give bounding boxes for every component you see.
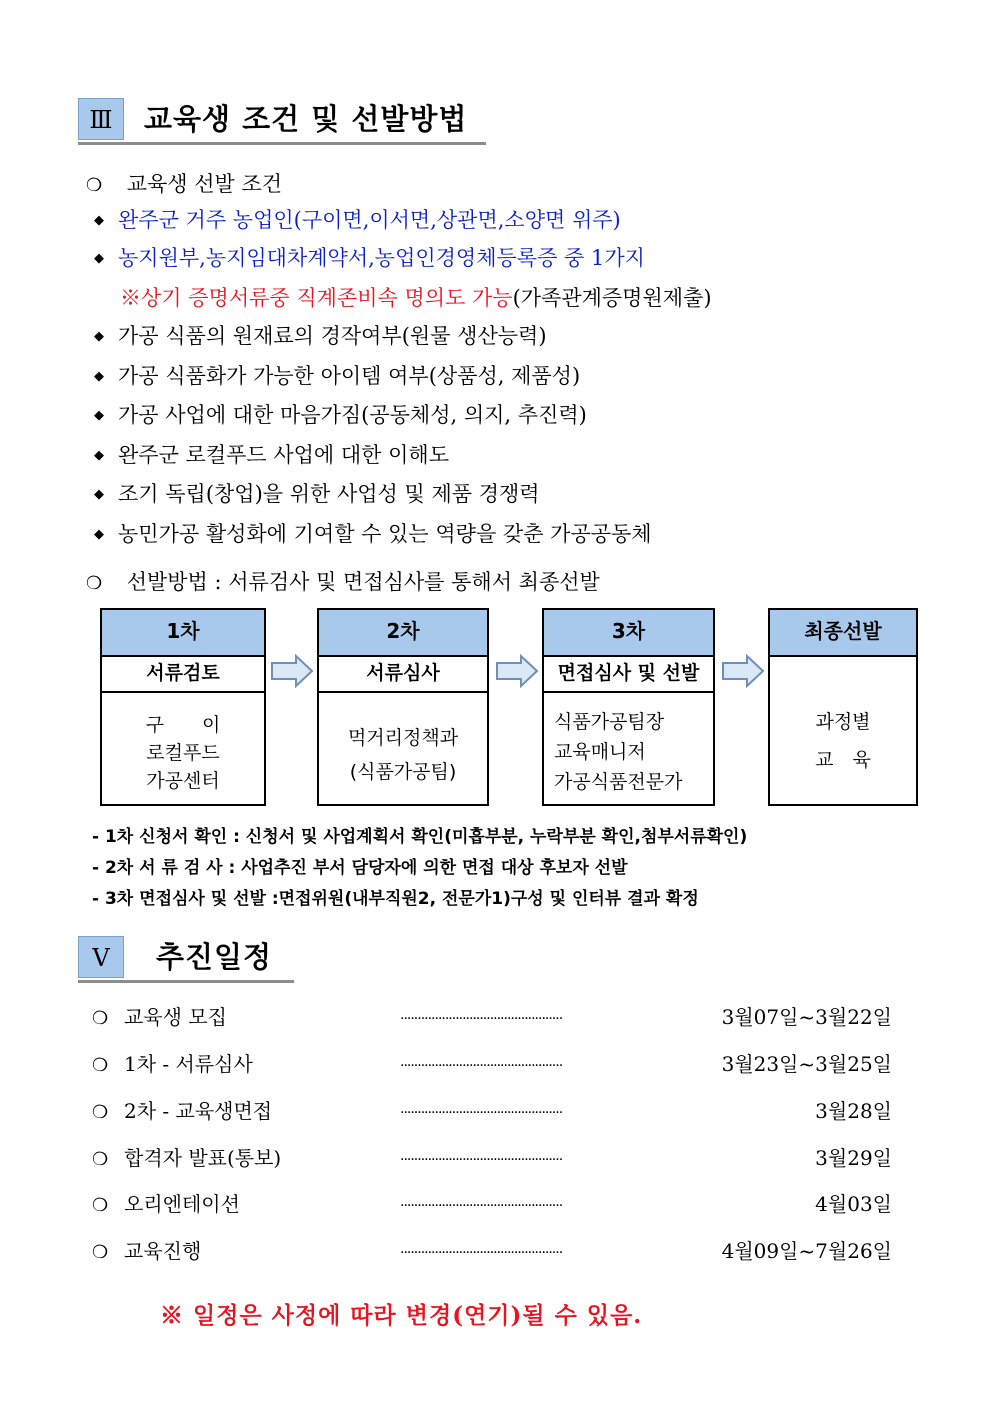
step-body-line: (식품가공팀): [349, 761, 457, 783]
leader-dots: ...............................................: [400, 1194, 563, 1210]
schedule-row: [92, 1048, 892, 1078]
step-box-3: [542, 608, 715, 806]
diamond-bullet-icon: ◆: [94, 213, 104, 228]
step-box-2: [317, 608, 489, 806]
circle-bullet-icon: ❍: [92, 1008, 109, 1029]
step-body-line: 가공식품전문가: [554, 771, 683, 793]
selection-note: - 2차 서 류 검 사 : 사업추진 부서 담당자에 의한 면접 대상 후보자 선발: [92, 858, 628, 878]
step-sub: 면접심사 및 선발: [544, 657, 713, 693]
schedule-label: 합격자 발표(통보): [124, 1146, 282, 1170]
conditions-heading-text: 교육생 선발 조건: [126, 172, 283, 196]
leader-dots: ...............................................: [400, 1054, 563, 1070]
step-body: [544, 693, 713, 797]
leader-dots: ...............................................: [400, 1101, 563, 1117]
step-head: 최종선발: [770, 610, 916, 657]
step-body-line: 식품가공팀장: [554, 711, 665, 733]
condition-item: [94, 320, 547, 350]
diamond-bullet-icon: ◆: [94, 329, 104, 344]
step-body: [319, 693, 487, 789]
step-head: 3차: [544, 610, 713, 657]
step-body-line: 구 이: [145, 714, 221, 736]
step-body-line: 과정별: [815, 711, 871, 733]
selection-note: - 3차 면접심사 및 선발 :면접위원(내부직원2, 전문가1)구성 및 인터뷰 결과 확정: [92, 889, 699, 909]
schedule-label: 1차 - 서류심사: [124, 1052, 253, 1076]
step-box-1: [100, 608, 266, 806]
diamond-bullet-icon: ◆: [94, 408, 104, 423]
condition-text: 완주군 거주 농업인(구이면,이서면,상관면,소양면 위주): [118, 208, 621, 232]
condition-item: [94, 518, 652, 548]
arrow-right-icon: [495, 654, 539, 688]
section-3-title: 교육생 조건 및 선발방법: [144, 102, 468, 136]
schedule-date: 4월03일: [815, 1192, 892, 1216]
condition-item: [94, 478, 540, 508]
section-5-header: [78, 936, 294, 983]
leader-dots: ...............................................: [400, 1241, 563, 1257]
schedule-label: 오리엔테이션: [124, 1192, 240, 1216]
circle-bullet-icon: ❍: [92, 1055, 109, 1076]
step-sub: 서류검토: [102, 657, 264, 693]
step-body-line: 교육매니저: [554, 741, 646, 763]
schedule-label: 교육진행: [124, 1239, 202, 1263]
condition-text: 가공 식품화가 가능한 아이템 여부(상품성, 제품성): [118, 364, 581, 388]
condition-item: [94, 360, 580, 390]
schedule-label: 교육생 모집: [124, 1005, 227, 1029]
schedule-row: [92, 1142, 892, 1172]
condition-note-black: (가족관계증명원제출): [512, 286, 712, 310]
diamond-bullet-icon: ◆: [94, 487, 104, 502]
condition-text: 농지원부,농지임대차계약서,농업인경영체등록증 중 1가지: [118, 246, 645, 270]
schedule-date: 3월28일: [815, 1099, 892, 1123]
condition-item: [94, 242, 645, 272]
diamond-bullet-icon: ◆: [94, 448, 104, 463]
section-5-title: 추진일정: [156, 940, 273, 974]
diamond-bullet-icon: ◆: [94, 369, 104, 384]
step-body: [770, 657, 916, 779]
condition-item: [94, 439, 449, 469]
condition-text: 완주군 로컬푸드 사업에 대한 이해도: [118, 443, 449, 467]
step-body-line: 먹거리정책과: [347, 727, 459, 749]
circle-bullet-icon: ❍: [86, 175, 103, 196]
section-3-header: [78, 98, 486, 145]
schedule-date: 3월23일~3월25일: [721, 1052, 892, 1076]
arrow-right-icon: [721, 654, 765, 688]
schedule-date: 4월09일~7월26일: [721, 1239, 892, 1263]
condition-item: [94, 204, 621, 234]
circle-bullet-icon: ❍: [92, 1195, 109, 1216]
circle-bullet-icon: ❍: [86, 573, 103, 594]
schedule-row: [92, 1235, 892, 1265]
schedule-date: 3월29일: [815, 1146, 892, 1170]
schedule-label: 2차 - 교육생면접: [124, 1099, 273, 1123]
leader-dots: ...............................................: [400, 1007, 563, 1023]
condition-text: 가공 사업에 대한 마음가짐(공동체성, 의지, 추진력): [118, 403, 587, 427]
step-body-line: 로컬푸드: [146, 742, 220, 764]
schedule-date: 3월07일~3월22일: [721, 1005, 892, 1029]
leader-dots: ...............................................: [400, 1148, 563, 1164]
circle-bullet-icon: ❍: [92, 1102, 109, 1123]
schedule-row: [92, 1095, 892, 1125]
method-heading: [86, 566, 600, 596]
step-body: [102, 693, 264, 795]
section-3-number: Ⅲ: [78, 98, 124, 140]
method-heading-text: 선발방법 : 서류검사 및 면접심사를 통해서 최종선발: [126, 570, 600, 594]
step-box-final: [768, 608, 918, 806]
diamond-bullet-icon: ◆: [94, 527, 104, 542]
step-sub: 서류심사: [319, 657, 487, 693]
section-5-number: Ⅴ: [78, 936, 124, 978]
condition-text: 조기 독립(창업)을 위한 사업성 및 제품 경쟁력: [118, 482, 540, 506]
step-head: 1차: [102, 610, 264, 657]
step-body-line: 가공센터: [146, 770, 220, 792]
schedule-row: [92, 1001, 892, 1031]
condition-text: 농민가공 활성화에 기여할 수 있는 역량을 갖춘 가공공동체: [118, 522, 652, 546]
circle-bullet-icon: ❍: [92, 1149, 109, 1170]
conditions-heading: [86, 168, 282, 198]
arrow-right-icon: [270, 654, 314, 688]
condition-text: 가공 식품의 원재료의 경작여부(원물 생산능력): [118, 324, 547, 348]
condition-item: [94, 399, 587, 429]
circle-bullet-icon: ❍: [92, 1242, 109, 1263]
selection-note: - 1차 신청서 확인 : 신청서 및 사업계획서 확인(미흡부분, 누락부분 확인,첨부서류확인): [92, 827, 748, 847]
schedule-change-note: ※ 일정은 사정에 따라 변경(연기)될 수 있음.: [160, 1302, 643, 1329]
condition-note: [120, 282, 712, 312]
step-body-line: 교 육: [815, 749, 871, 771]
condition-note-red: ※상기 증명서류중 직계존비속 명의도 가능: [120, 286, 513, 310]
diamond-bullet-icon: ◆: [94, 251, 104, 266]
schedule-row: [92, 1188, 892, 1218]
step-head: 2차: [319, 610, 487, 657]
